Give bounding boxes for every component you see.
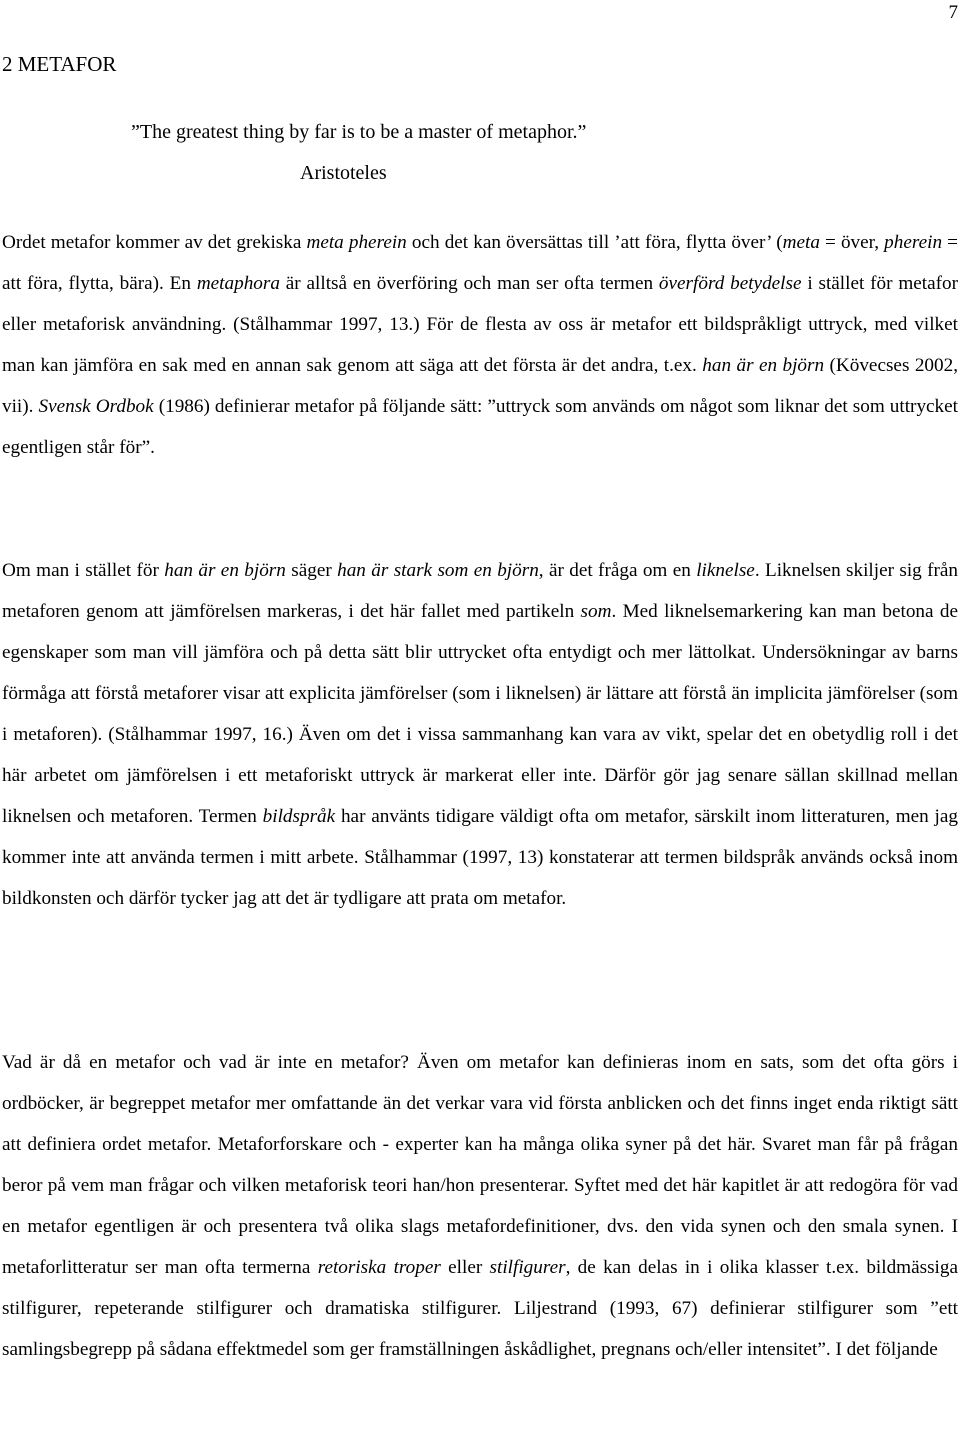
text-run: = att föra, flytta, bära). En <box>2 232 959 294</box>
italic-term: meta pherein <box>306 232 407 253</box>
italic-term: retoriska troper <box>317 1257 441 1278</box>
text-run: Ordet metafor kommer av det grekiska <box>2 232 307 253</box>
text-run: . Liknelsen skiljer sig från metaforen genom att jämförelsen markeras, i det här fallet med partikeln <box>2 560 959 622</box>
text-run: = över, <box>819 232 885 253</box>
text-run: och det kan översättas till ’att föra, flytta över’ ( <box>406 232 783 253</box>
italic-term: meta <box>782 232 820 253</box>
text-run: , är det fråga om en <box>538 560 697 581</box>
epigraph-quote: ”The greatest thing by far is to be a master of metaphor.” <box>131 121 587 143</box>
page-number: 7 <box>948 2 958 23</box>
italic-term: bildspråk <box>262 806 336 827</box>
text-run: . Med liknelsemarkering kan man betona de egenskaper som man vill jämföra och på detta sätt blir uttrycket ofta entydigt och mer lättolkat. Undersökningar av barns förmåga att förstå metaforer visar att explicita jämförelser (som i liknelsen) är lättare att förstå än implicita jämförelser (som i metaforen). (Stålhammar 1997, 16.) Även om det i vissa sammanhang kan vara av vikt, spelar det en obetydlig roll i det här arbetet om jämförelsen i ett metaforiskt uttryck är markerat eller inte. Därför gör jag senare sällan skillnad mellan liknelsen och metaforen. Termen <box>2 601 958 827</box>
epigraph-author: Aristoteles <box>300 162 387 184</box>
italic-term: liknelse <box>696 560 755 581</box>
text-run: är alltså en överföring och man ser ofta termen <box>279 273 659 294</box>
italic-term: han är en björn <box>164 560 286 581</box>
italic-term: Svensk Ordbok <box>38 396 154 417</box>
paragraph-definition <box>2 1042 958 1370</box>
text-run: (1986) definierar metafor på följande sätt: ”uttryck som används om något som liknar det som uttrycket egentligen står för”. <box>2 396 958 458</box>
text-run: säger <box>285 560 338 581</box>
paragraph-etymology <box>2 222 958 468</box>
italic-term: metaphora <box>196 273 280 294</box>
italic-term: pherein <box>884 232 943 253</box>
text-run: Om man i stället för <box>2 560 165 581</box>
text-run: Vad är då en metafor och vad är inte en metafor? Även om metafor kan definieras inom en sats, som det ofta görs i ordböcker, är begreppet metafor mer omfattande än det verkar vara vid första anblicken och det finns inget enda riktigt sätt att definiera ordet metafor. Metaforforskare och - experter kan ha många olika syner på det här. Svaret man får på frågan beror på vem man frågar och vilken metaforisk teori han/hon presenterar. Syftet med det här kapitlet är att redogöra för vad en metafor egentligen är och presentera två olika slags metafordefinitioner, dvs. den vida synen och den smala synen. I metaforlitteratur ser man ofta termerna <box>2 1052 958 1278</box>
text-run: har använts tidigare väldigt ofta om metafor, särskilt inom litteraturen, men jag kommer inte att använda termen i mitt arbete. Stålhammar (1997, 13) konstaterar att termen bildspråk används också inom bildkonsten och därför tycker jag att det är tydligare att prata om metafor. <box>2 806 958 909</box>
text-run: eller <box>440 1257 490 1278</box>
text-run: i stället för metafor eller metaforisk användning. (Stålhammar 1997, 13.) För de flesta av oss är metafor ett bildspråkligt uttryck, med vilket man kan jämföra en sak med en annan sak genom att säga att det första är det andra, t.ex. <box>2 273 958 376</box>
text-run: , de kan delas in i olika klasser t.ex. bildmässiga stilfigurer, repeterande stilfigurer och dramatiska stilfigurer. Liljestrand (1993, 67) definierar stilfigurer som ”ett samlingsbegrepp på sådana effektmedel som ger framställningen åskådlighet, pregnans och/eller intensitet”. I det följande <box>2 1257 958 1360</box>
italic-term: han är stark som en björn <box>337 560 539 581</box>
italic-term: överförd betydelse <box>658 273 802 294</box>
text-run: (Kövecses 2002, vii). <box>2 355 959 417</box>
italic-term: stilfigurer <box>489 1257 566 1278</box>
paragraph-liknelse <box>2 550 958 919</box>
italic-term: som <box>580 601 612 622</box>
italic-term: han är en björn <box>702 355 825 376</box>
chapter-heading: 2 METAFOR <box>2 52 117 76</box>
